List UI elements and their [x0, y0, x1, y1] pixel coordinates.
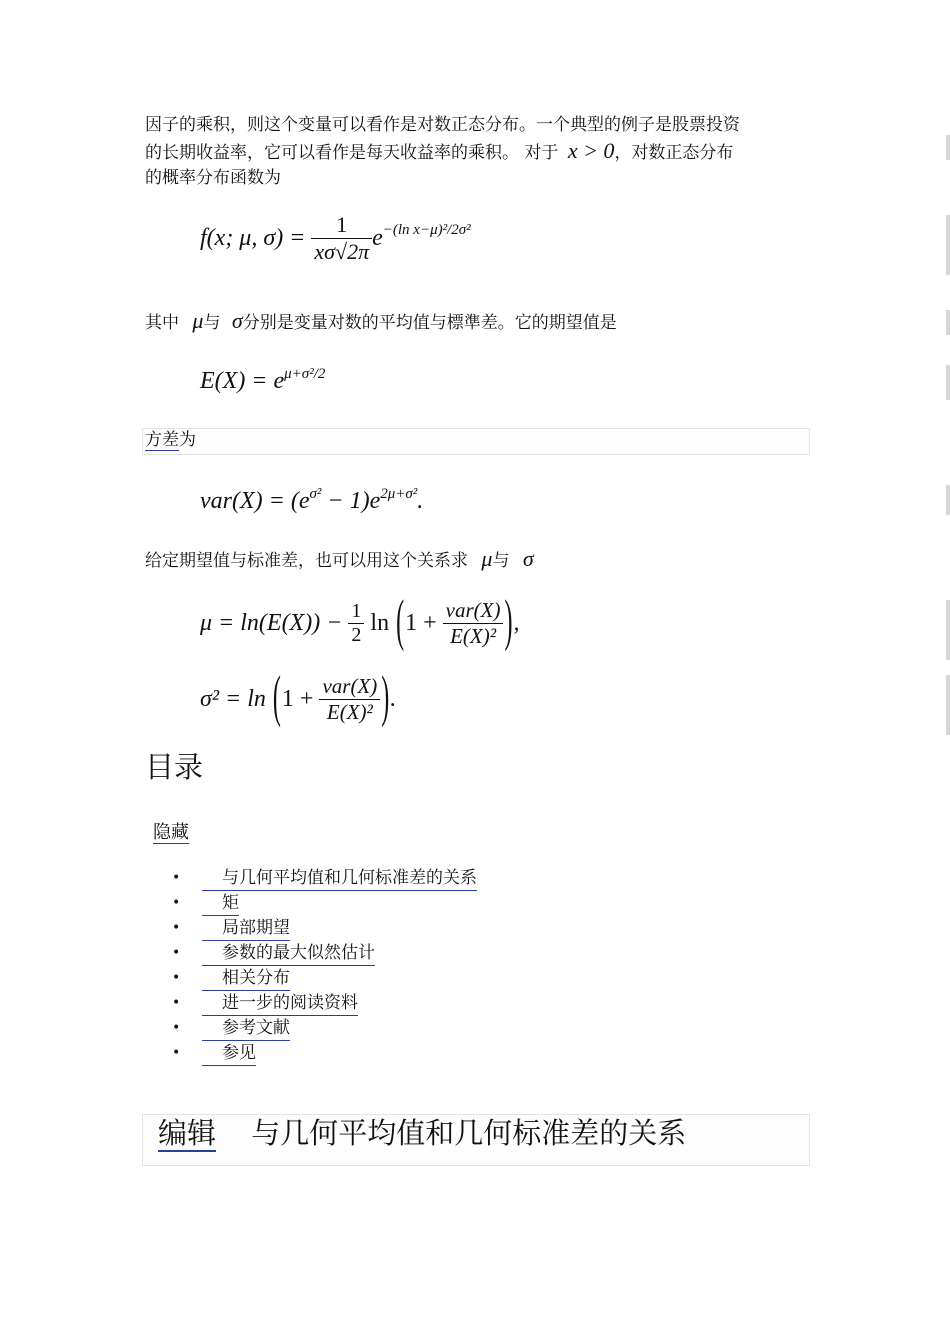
- given-paragraph: 给定期望值与标准差，也可以用这个关系求 μ与 σ: [145, 546, 534, 571]
- edge-mark: [946, 600, 950, 660]
- document-page: 因子的乘积，则这个变量可以看作是对数正态分布。一个典型的例子是股票投资 的长期收益率，它可以看作是每天收益率的乘积。 对于 x > 0，对数正态分布 的概率分布函数为 f(x; μ, σ) = $\frac{1}{x\sigma√2\pi}$ $e^{-(ln x-\mu)^2/2\sigma^2}$ 其中 μ与 σ分别是变量对数的平均值与標準差。它的期望值是 $E(X) = e^{\mu+\sigma^2/2}$ 方差为 $var(X) = (e^{\sigma^2} - 1)e^{2\mu+\sigma^2}$. 给定期望值与标准差，也可以用这个关系求 μ与 σ μ = ln(E(X)) − $\frac{1}{2}$ ln (1 + $\frac{\text{var(X)}}{\text{E(X)²}}$ ), σ² = ln (1 + $\frac{\text{var(X)}}{\text{E(X)²}}$ ). 目录 隐藏 • 与几何平均值和几何标准差的关系 • 矩 • 局部期望 • 参数的最大似然估计 • 相关分布 • 进一步的阅读资料 • 参考文献 • 参见 编辑 与几何平均值和几何标准差的关系: [0, 0, 950, 1344]
- right-paren-2: ): [381, 667, 390, 730]
- edge-mark: [946, 485, 950, 515]
- right-paren: ): [504, 591, 513, 654]
- edge-mark: [946, 215, 950, 275]
- toc-hide-link[interactable]: 隐藏: [153, 822, 189, 843]
- intro-line-3: 的概率分布函数为: [145, 168, 281, 188]
- expectation-formula: $E(X) = e^{\mu+\sigma^2/2}$: [200, 366, 326, 394]
- edge-mark: [946, 675, 950, 735]
- x-gt-0-math: x > 0: [567, 138, 615, 163]
- sigma-formula: σ² = ln (1 + $\frac{\text{var(X)}}{\text{E(X)²}}$ ).: [200, 674, 396, 725]
- edge-mark: [946, 135, 950, 160]
- edge-mark: [946, 365, 950, 400]
- sigma-symbol-2: σ: [522, 546, 534, 571]
- pdf-fraction: $\frac{1}{x\sigma√2\pi}$: [311, 212, 372, 265]
- left-paren-2: (: [272, 667, 281, 730]
- intro-line-1: 因子的乘积，则这个变量可以看作是对数正态分布。一个典型的例子是股票投资: [145, 115, 740, 135]
- sigma-symbol: σ: [231, 308, 243, 333]
- edit-link[interactable]: 编辑: [158, 1116, 217, 1150]
- variance-formula: $var(X) = (e^{\sigma^2} - 1)e^{2\mu+\sigma^2}$.: [200, 486, 424, 514]
- edge-mark: [946, 310, 950, 335]
- variance-heading: 方差为: [145, 430, 196, 450]
- toc-title: 目录: [145, 750, 204, 784]
- intro-paragraph: [145, 113, 810, 191]
- var-fraction: $\frac{\text{var(X)}}{\text{E(X)²}}$: [443, 598, 504, 649]
- mu-symbol: μ: [192, 308, 204, 333]
- mu-symbol-2: μ: [481, 546, 493, 571]
- var-fraction-2: $\frac{\text{var(X)}}{\text{E(X)²}}$: [319, 674, 380, 725]
- left-paren: (: [396, 591, 405, 654]
- section-heading: [158, 1111, 686, 1152]
- half-fraction: $\frac{1}{2}$: [348, 600, 364, 647]
- params-paragraph: 其中 μ与 σ分别是变量对数的平均值与標準差。它的期望值是: [145, 308, 617, 333]
- intro-line-2: 的长期收益率，它可以看作是每天收益率的乘积。 对于 x > 0，对数正态分布: [145, 138, 734, 163]
- variance-link[interactable]: 方差: [145, 430, 179, 450]
- section-title: 与几何平均值和几何标准差的关系: [251, 1116, 687, 1150]
- pdf-formula: f(x; μ, σ) = $\frac{1}{x\sigma√2\pi}$ $e^{-(ln x-\mu)^2/2\sigma^2}$: [200, 212, 471, 264]
- mu-formula: μ = ln(E(X)) − $\frac{1}{2}$ ln (1 + $\frac{\text{var(X)}}{\text{E(X)²}}$ ),: [200, 598, 519, 649]
